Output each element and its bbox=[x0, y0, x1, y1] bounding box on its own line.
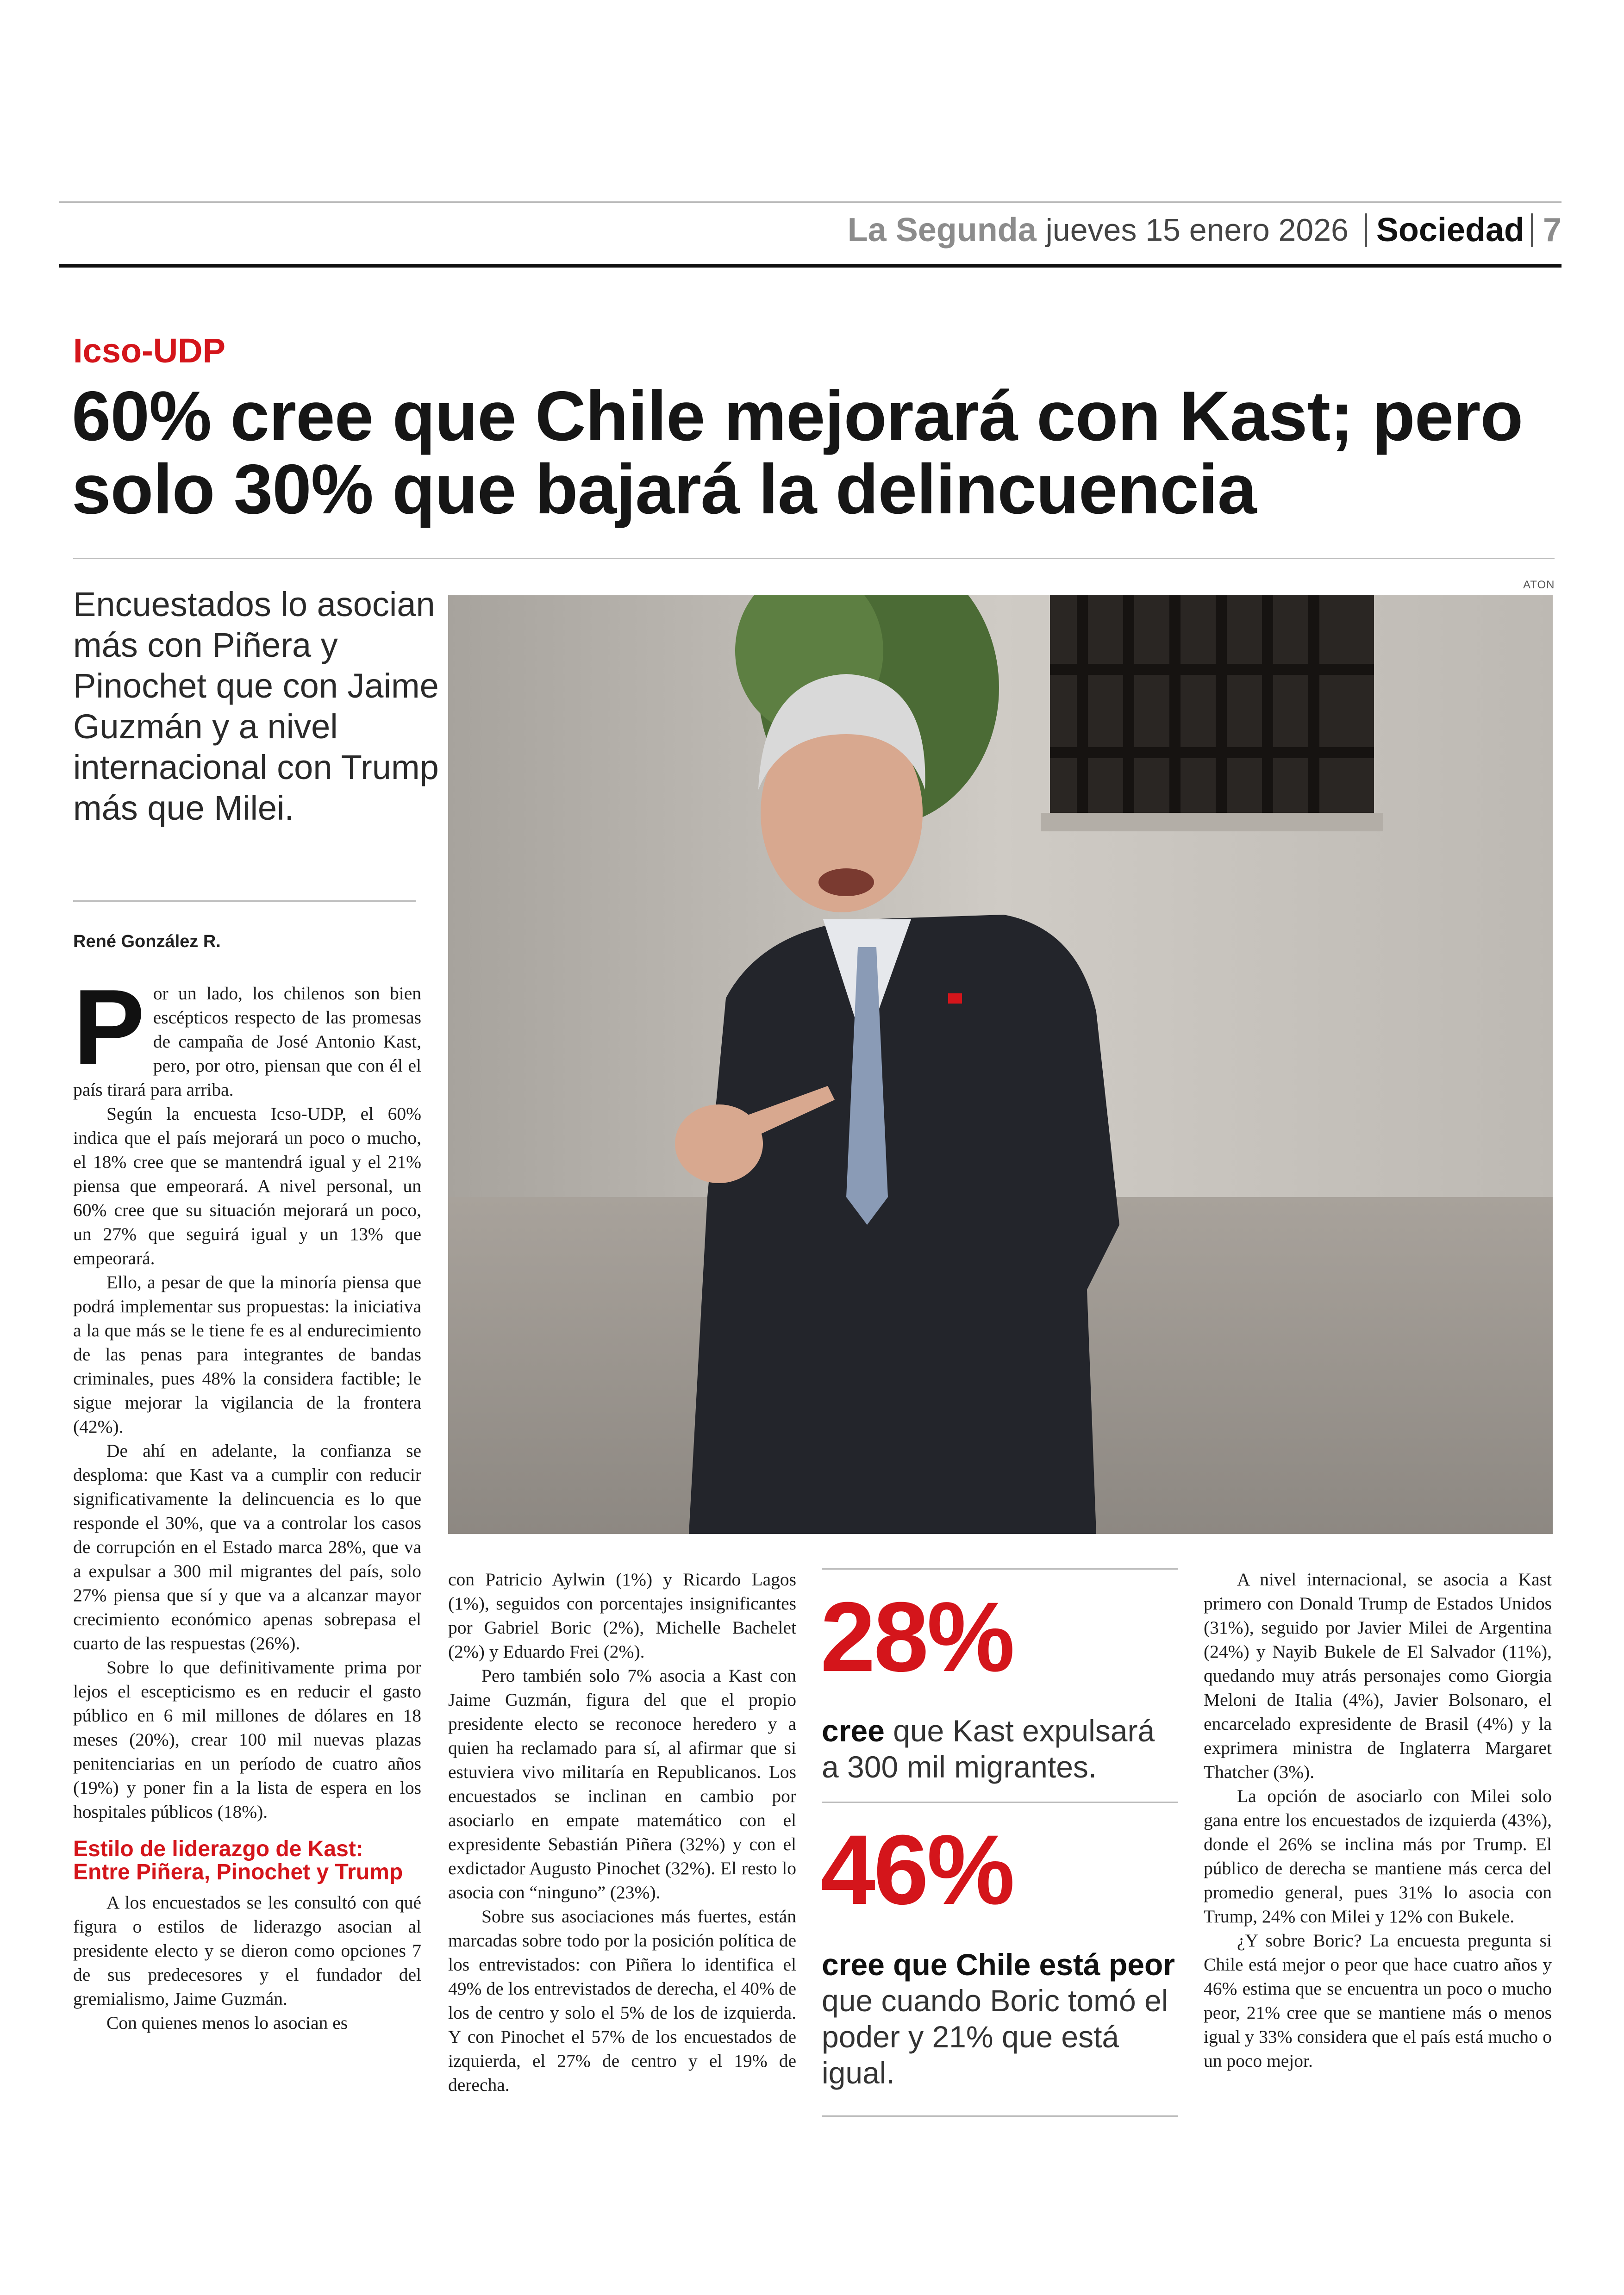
header-bottom-rule bbox=[59, 264, 1562, 268]
paragraph: con Patricio Aylwin (1%) y Ricardo Lagos (1%), seguidos con porcentajes insignificantes por Gabriel Boric (2%), Michelle Bachelet (2%) y Eduardo Frei (2%). bbox=[448, 1569, 796, 1662]
headline-rule bbox=[73, 558, 1555, 559]
paragraph: La opción de asociarlo con Milei solo gana entre los encuestados de izquierda (43%), donde el 26% se inclina más por Trump. El público de derecha se mantiene más cerca del promedio general, pues 31% lo asocia con Trump, 24% con Milei y 12% con Bukele. bbox=[1204, 1786, 1552, 1927]
subheading: Estilo de liderazgo de Kast: Entre Piñera, Pinochet y Trump bbox=[73, 1837, 403, 1884]
paragraph: Según la encuesta Icso-UDP, el 60% indica que el país mejorará un poco o mucho, el 18% cree que se mantendrá igual y el 21% piensa que empeorará. A nivel personal, un 60% cree que su situación mejorará un poco, un 27% que seguirá igual y un 13% que empeorará. bbox=[73, 1104, 421, 1268]
header-divider bbox=[1365, 213, 1367, 247]
body-column-2 bbox=[448, 1567, 796, 2097]
headline: 60% cree que Chile mejorará con Kast; pero solo 30% que bajará la delincuencia bbox=[72, 377, 1523, 529]
deck-rule bbox=[73, 900, 416, 902]
stat-description bbox=[822, 1713, 1178, 1785]
kicker: Icso-UDP bbox=[73, 331, 225, 370]
stats-rule bbox=[822, 1802, 1178, 1803]
masthead: La Segunda bbox=[847, 212, 1037, 249]
stat-description bbox=[822, 1946, 1178, 2091]
page-header bbox=[848, 209, 1562, 251]
stats-rule bbox=[822, 2115, 1178, 2117]
body-column-1 bbox=[73, 967, 421, 2035]
stat-text: que cuando Boric tomó el poder y 21% que está igual. bbox=[822, 1983, 1168, 2090]
stat-number: 46% bbox=[820, 1815, 1013, 1925]
paragraph: Con quienes menos lo asocian es bbox=[106, 2013, 348, 2033]
issue-date: jueves 15 enero 2026 bbox=[1045, 212, 1349, 248]
paragraph: Sobre sus asociaciones más fuertes, están marcadas sobre todo por la posición política de los entrevistados: con Piñera lo identifica el 49% de los entrevistados de derecha, el 40% de los de centro y solo el 5% de los de izquierda. Y con Pinochet el 57% de los encuestados de izquierda, el 27% de centro y el 19% de derecha. bbox=[448, 1906, 796, 2095]
section-name: Sociedad bbox=[1376, 212, 1524, 249]
paragraph: Sobre lo que definitivamente prima por lejos el escepticismo es en reducir el gasto público en 6 mil millones de dólares en 18 meses (20%), crear 100 mil nuevas plazas penitenciarias en un período de cuatro años (19%) y poner fin a la lista de espera en los hospitales públicos (18%). bbox=[73, 1657, 421, 1822]
stats-rule bbox=[822, 1568, 1178, 1570]
paragraph: Pero también solo 7% asocia a Kast con Jaime Guzmán, figura del que el propio presidente electo se reconoce heredero y a quien ha reclamado para sí, al afirmar que si estuviera vivo militaría en Republicanos. Los encuestados se inclinan en cambio por asociarlo en empate matemático con el expresidente Sebastián Piñera (32%) y con el exdictador Augusto Pinochet (32%). El resto lo asocia con “ninguno” (23%). bbox=[448, 1665, 796, 1902]
article-photo bbox=[448, 595, 1553, 1534]
paragraph: ¿Y sobre Boric? La encuesta pregunta si Chile está mejor o peor que hace cuatro años y 46% estima que se encuentra un poco o mucho peor, 21% cree que se mantiene más o menos igual y 33% considera que el país está mucho o un poco mejor. bbox=[1204, 1930, 1552, 2071]
page-number: 7 bbox=[1543, 212, 1562, 249]
paragraph: De ahí en adelante, la confianza se desploma: que Kast va a cumplir con reducir significativamente la delincuencia es lo que responde el 30%, que va a controlar los casos de corrupción en el Estado marca 28%, que va a expulsar a 300 mil migrantes del país, solo 27% piensa que sí y que va a alcanzar mayor crecimiento económico apenas sobrepasa el cuarto de las respuestas (26%). bbox=[73, 1441, 421, 1653]
stat-emphasis: cree que Chile está peor bbox=[822, 1947, 1175, 1982]
paragraph: Ello, a pesar de que la minoría piensa que podrá implementar sus propuestas: la iniciativa a la que más se le tiene fe es al endurecimiento de las penas para integrantes de bandas criminales, pues 48% la considera factible; le sigue mejorar la vigilancia de la frontera (42%). bbox=[73, 1272, 421, 1437]
photo-credit: ATON bbox=[1523, 579, 1555, 591]
deck: Encuestados lo asocian más con Piñera y Pinochet que con Jaime Guzmán y a nivel internacional con Trump más que Milei. bbox=[73, 585, 439, 827]
paragraph: A los encuestados se les consultó con qué figura o estilos de liderazgo asocian al presidente electo y se dieron como opciones 7 de sus predecesores y el fundador del gremialismo, Jaime Guzmán. bbox=[73, 1892, 421, 2009]
body-column-4 bbox=[1204, 1567, 1552, 2073]
stat-text: que Kast expulsará a 300 mil migrantes. bbox=[822, 1714, 1155, 1784]
header-divider bbox=[1531, 213, 1533, 247]
paragraph: A nivel internacional, se asocia a Kast primero con Donald Trump de Estados Unidos (31%), seguido por Javier Milei de Argentina (24%) y Nayib Bukele de El Salvador (11%), quedando muy atrás personajes como Giorgia Meloni de Italia (4%), Javier Bolsonaro, el encarcelado expresidente de Brasil (4%) y la exprimera ministra de Inglaterra Margaret Thatcher (3%). bbox=[1204, 1569, 1552, 1782]
byline: René González R. bbox=[73, 932, 221, 951]
drop-cap: P bbox=[73, 967, 145, 1087]
top-rule bbox=[59, 201, 1562, 203]
paragraph: or un lado, los chilenos son bien escépticos respecto de las promesas de campaña de José Antonio Kast, pero, por otro, piensan que con él el país tirará para arriba. bbox=[73, 983, 421, 1100]
stat-number: 28% bbox=[820, 1582, 1013, 1692]
stat-emphasis: cree bbox=[822, 1714, 885, 1748]
